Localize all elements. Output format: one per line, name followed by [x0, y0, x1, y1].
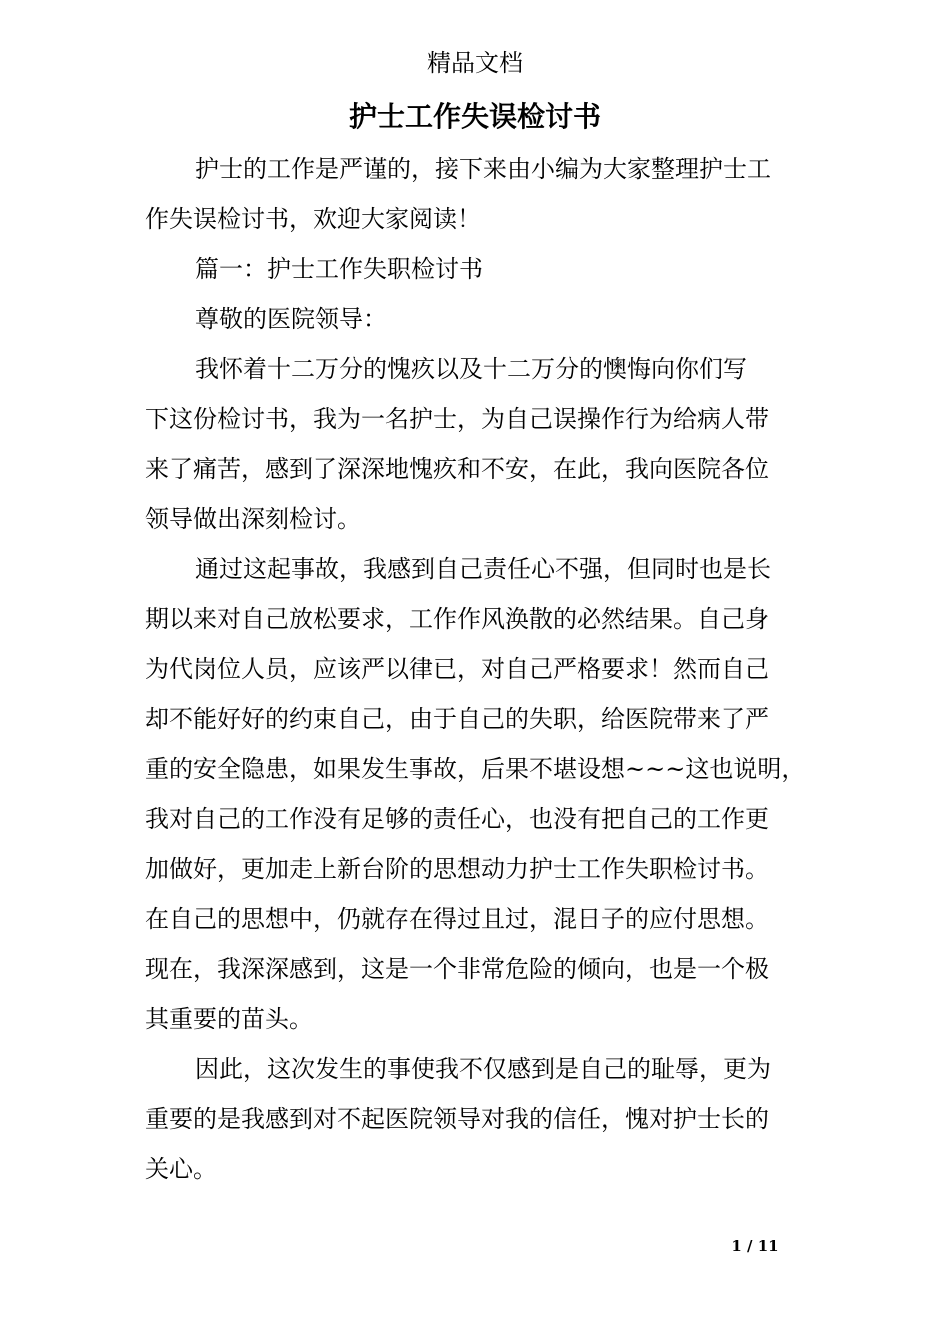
body-line: 为代岗位人员，应该严以律已，对自己严格要求！然而自己: [145, 655, 769, 683]
document-body: [145, 144, 805, 1194]
body-line: 领导做出深刻检讨。: [145, 505, 361, 533]
document-title: 护士工作失误检讨书: [348, 100, 601, 133]
body-line: 护士的工作是严谨的，接下来由小编为大家整理护士工: [195, 155, 771, 183]
body-line: 加做好，更加走上新台阶的思想动力护士工作失职检讨书。: [145, 855, 769, 883]
body-line: 尊敬的医院领导：: [195, 305, 387, 333]
body-line: 其重要的苗头。: [145, 1005, 313, 1033]
body-line: 来了痛苦，感到了深深地愧疚和不安，在此，我向医院各位: [145, 455, 769, 483]
body-line: 期以来对自己放松要求，工作作风涣散的必然结果。自己身: [145, 605, 769, 633]
body-line: 重的安全隐患，如果发生事故，后果不堪设想~~~这也说明，: [145, 755, 805, 783]
body-line: 我怀着十二万分的愧疚以及十二万分的懊悔向你们写: [195, 355, 747, 383]
body-line: 在自己的思想中，仍就存在得过且过，混日子的应付思想。: [145, 905, 769, 933]
body-line: 篇一：护士工作失职检讨书: [195, 255, 483, 283]
page-number: 1 / 11: [731, 1237, 779, 1255]
body-line: 因此，这次发生的事使我不仅感到是自己的耻辱，更为: [195, 1055, 771, 1083]
body-line: 下这份检讨书，我为一名护士，为自己误操作行为给病人带: [145, 405, 769, 433]
body-line: 我对自己的工作没有足够的责任心，也没有把自己的工作更: [145, 805, 769, 833]
document-header: 精品文档: [427, 49, 523, 77]
body-line: 现在，我深深感到，这是一个非常危险的倾向，也是一个极: [145, 955, 769, 983]
body-line: 却不能好好的约束自己，由于自己的失职，给医院带来了严: [145, 705, 769, 733]
body-line: 作失误检讨书，欢迎大家阅读！: [145, 205, 481, 233]
body-line: 重要的是我感到对不起医院领导对我的信任，愧对护士长的: [145, 1105, 769, 1133]
body-line: 通过这起事故，我感到自己责任心不强，但同时也是长: [195, 555, 771, 583]
body-line: 关心。: [145, 1155, 217, 1183]
